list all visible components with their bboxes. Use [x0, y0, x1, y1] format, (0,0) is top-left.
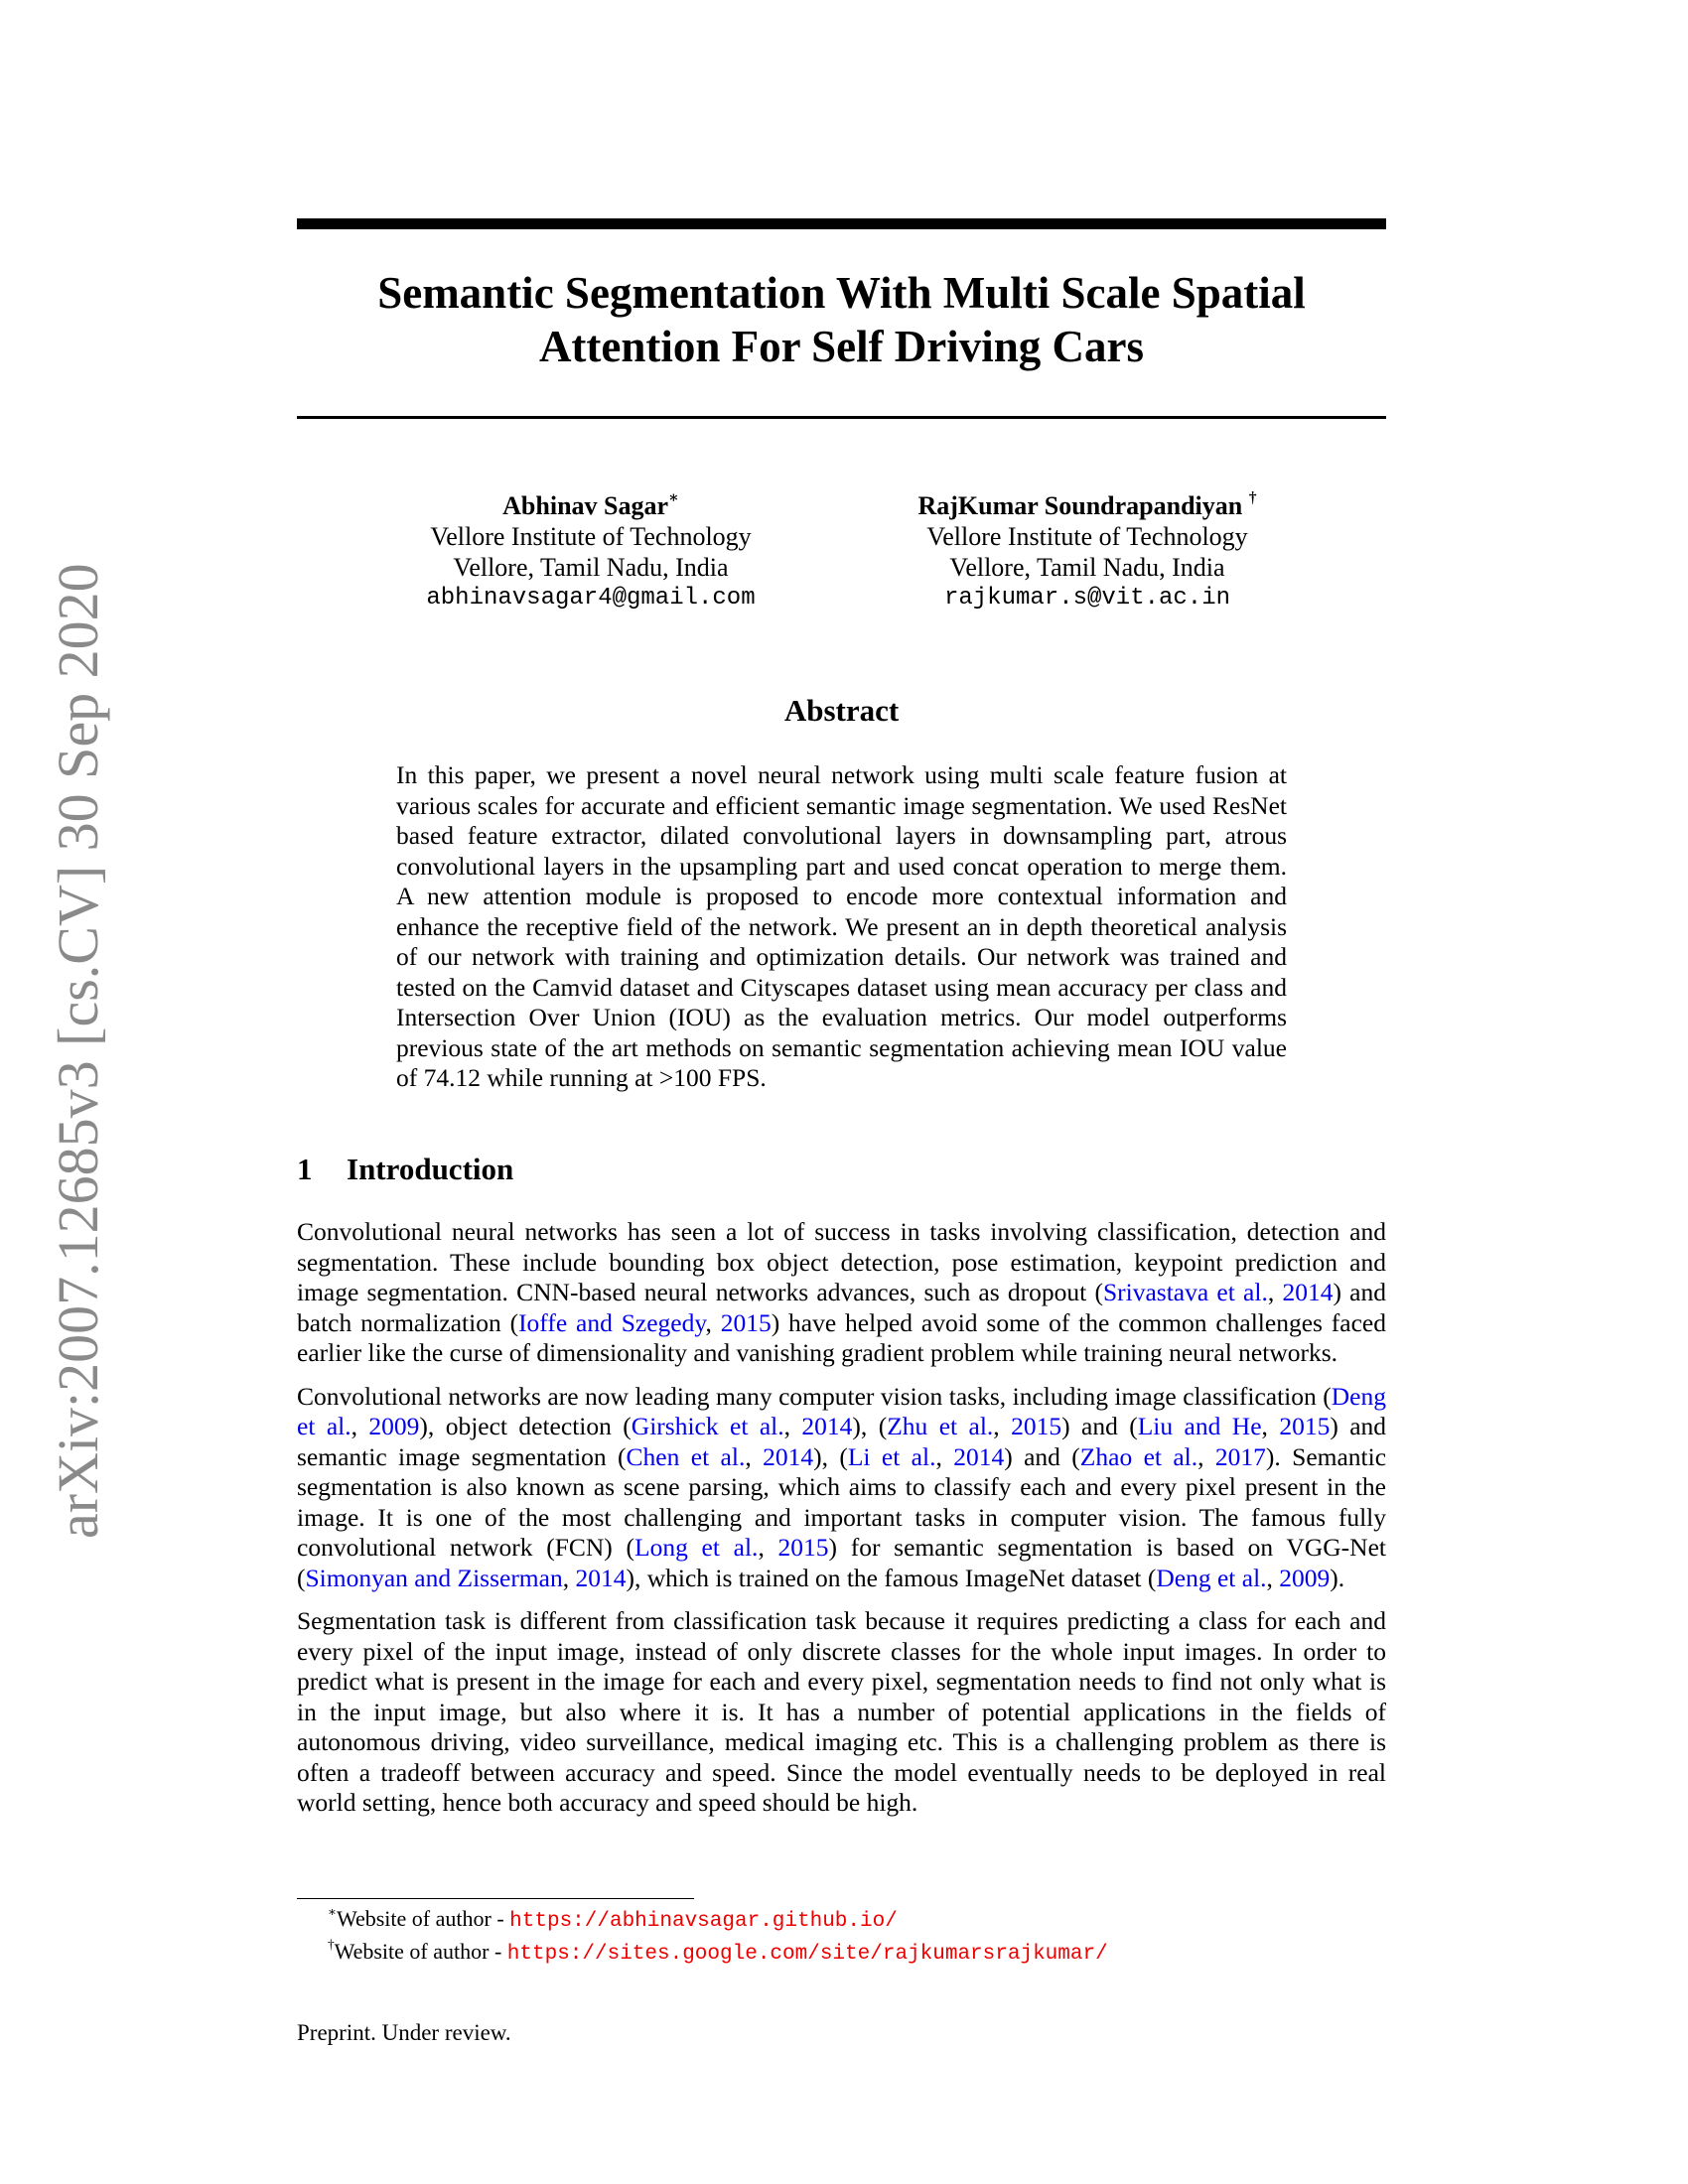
author-location: Vellore, Tamil Nadu, India: [453, 553, 729, 582]
footnote-mark: †: [328, 1936, 335, 1952]
introduction-body: [297, 1217, 1386, 1832]
citation-link[interactable]: Liu and He: [1137, 1412, 1262, 1440]
citation-link[interactable]: Li et al.: [847, 1441, 936, 1471]
author-email[interactable]: rajkumar.s@vit.ac.in: [943, 585, 1231, 612]
citation-link[interactable]: Ioffe and Szegedy: [518, 1307, 706, 1337]
author-footnote-mark: †: [1248, 489, 1257, 507]
title-line-1: Semantic Segmentation With Multi Scale Spatial: [377, 268, 1306, 318]
citation-year-link[interactable]: 2014: [1282, 1278, 1334, 1306]
citation-link[interactable]: Srivastava et al.: [1102, 1278, 1268, 1306]
citation-link[interactable]: Long et al.: [634, 1533, 759, 1562]
title-top-rule: [297, 218, 1386, 229]
paragraph-3: Segmentation task is different from classification task because it requires predicting a class for each and every pixel of the input image, instead of only discrete classes for the whole input images. In order to predict what is present in the image for each and every pixel, segmentation needs to find not only what is in the input image, but also where it is. It has a number of potential applications in the fields of autonomous driving, video surveillance, medical imaging etc. This is a challenging problem as there is often a tradeoff between accuracy and speed. Since the model eventually needs to be deployed in real world setting, hence both accuracy and speed should be high.: [297, 1606, 1386, 1817]
citation-link[interactable]: Zhu et al.: [887, 1412, 994, 1440]
citation-year-link[interactable]: 2014: [763, 1441, 814, 1471]
footnote-2: †Website of author - https://sites.google.com/site/rajkumarsrajkumar/: [328, 1936, 1108, 1966]
footnote-divider: [297, 1898, 694, 1899]
paragraph-1: Convolutional neural networks has seen a lot of success in tasks involving classification, detection and segmentation. These include bounding box object detection, pose estimation, keypoint prediction and image segmentation. CNN-based neural networks advances, such as dropout (Srivastava et al., 2014) and batch normalization (Ioffe and Szegedy, 2015) have helped avoid some of the common challenges faced earlier like the curse of dimensionality and vanishing gradient problem while training neural networks.: [297, 1217, 1386, 1367]
author-name: Abhinav Sagar∗: [502, 489, 679, 520]
title-line-2: Attention For Self Driving Cars: [538, 322, 1145, 371]
citation-year-link[interactable]: 2014: [801, 1412, 853, 1440]
footnote-url-link[interactable]: https://sites.google.com/site/rajkumarsrajkumar/: [506, 1943, 1108, 1966]
citation-year-link[interactable]: 2015: [720, 1307, 772, 1337]
author-footnote-mark: ∗: [668, 489, 679, 507]
citation-year-link[interactable]: 2015: [777, 1533, 829, 1562]
author-email[interactable]: abhinavsagar4@gmail.com: [426, 585, 756, 612]
footnote-1: ∗Website of author - https://abhinavsagar.github.io/: [328, 1903, 898, 1933]
section-title: Introduction: [347, 1152, 514, 1186]
title-bottom-rule: [297, 416, 1386, 419]
abstract-heading: Abstract: [783, 693, 900, 728]
citation-link[interactable]: Zhao et al.: [1079, 1441, 1198, 1471]
author-block-1: [333, 490, 849, 614]
citation-year-link[interactable]: 2014: [953, 1441, 1005, 1471]
citation-link[interactable]: Deng et al.: [1156, 1563, 1267, 1592]
footnotes: [328, 1904, 1108, 1970]
paragraph-2: Convolutional networks are now leading many computer vision tasks, including image classification (Deng et al., 2009), object detection (Girshick et al., 2014), (Zhu et al., 2015) and (Liu and He, 2015) and semantic image segmentation (Chen et al., 2014), (Li et al., 2014) and (Zhao et al., 2017). Semantic segmentation is also known as scene parsing, which aims to classify each and every pixel present in the image. It is one of the most challenging and important tasks in computer vision. The famous fully convolutional network (FCN) (Long et al., 2015) for semantic segmentation is based on VGG-Net (Simonyan and Zisserman, 2014), which is trained on the famous ImageNet dataset (Deng et al., 2009).: [297, 1381, 1387, 1592]
citation-year-link[interactable]: 2015: [1279, 1412, 1331, 1440]
footnote-mark: ∗: [328, 1903, 337, 1919]
section-heading-introduction: [297, 1152, 513, 1187]
citation-year-link[interactable]: 2015: [1011, 1412, 1062, 1440]
citation-year-link[interactable]: 2014: [575, 1563, 627, 1592]
author-block-2: [829, 490, 1345, 614]
citation-year-link[interactable]: 2009: [368, 1412, 420, 1440]
abstract-text: In this paper, we present a novel neural network using multi scale feature fusion at various scales for accurate and efficient semantic image segmentation. We used ResNet based feature extractor, dilated convolutional layers in downsampling part, atrous convolutional layers in the upsampling part and used concat operation to merge them. A new attention module is proposed to encode more contextual information and enhance the receptive field of the network. We present an in depth theoretical analysis of our network with training and optimization details. Our network was trained and tested on the Camvid dataset and Cityscapes dataset using mean accuracy per class and Intersection Over Union (IOU) as the evaluation metrics. Our model outperforms previous state of the art methods on semantic segmentation achieving mean IOU value of 74.12 while running at >100 FPS.: [396, 760, 1287, 1092]
author-affiliation: Vellore Institute of Technology: [926, 522, 1248, 551]
citation-year-link[interactable]: 2017: [1214, 1441, 1266, 1471]
section-number: 1: [297, 1152, 313, 1186]
citation-link[interactable]: Girshick et al.: [631, 1412, 784, 1440]
citation-year-link[interactable]: 2009: [1279, 1563, 1331, 1592]
citation-link[interactable]: Deng et al.: [297, 1381, 1386, 1440]
citation-link[interactable]: Simonyan and Zisserman: [305, 1563, 563, 1592]
author-location: Vellore, Tamil Nadu, India: [949, 553, 1225, 582]
citation-link[interactable]: Chen et al.: [626, 1441, 746, 1471]
footnote-url-link[interactable]: https://abhinavsagar.github.io/: [509, 1910, 898, 1933]
preprint-notice: Preprint. Under review.: [297, 2020, 511, 2045]
author-name: RajKumar Soundrapandiyan †: [917, 489, 1257, 520]
paper-title: [297, 266, 1386, 373]
author-affiliation: Vellore Institute of Technology: [430, 522, 752, 551]
arxiv-sidebar-stamp: arXiv:2007.12685v3 [cs.CV] 30 Sep 2020: [46, 563, 110, 1539]
